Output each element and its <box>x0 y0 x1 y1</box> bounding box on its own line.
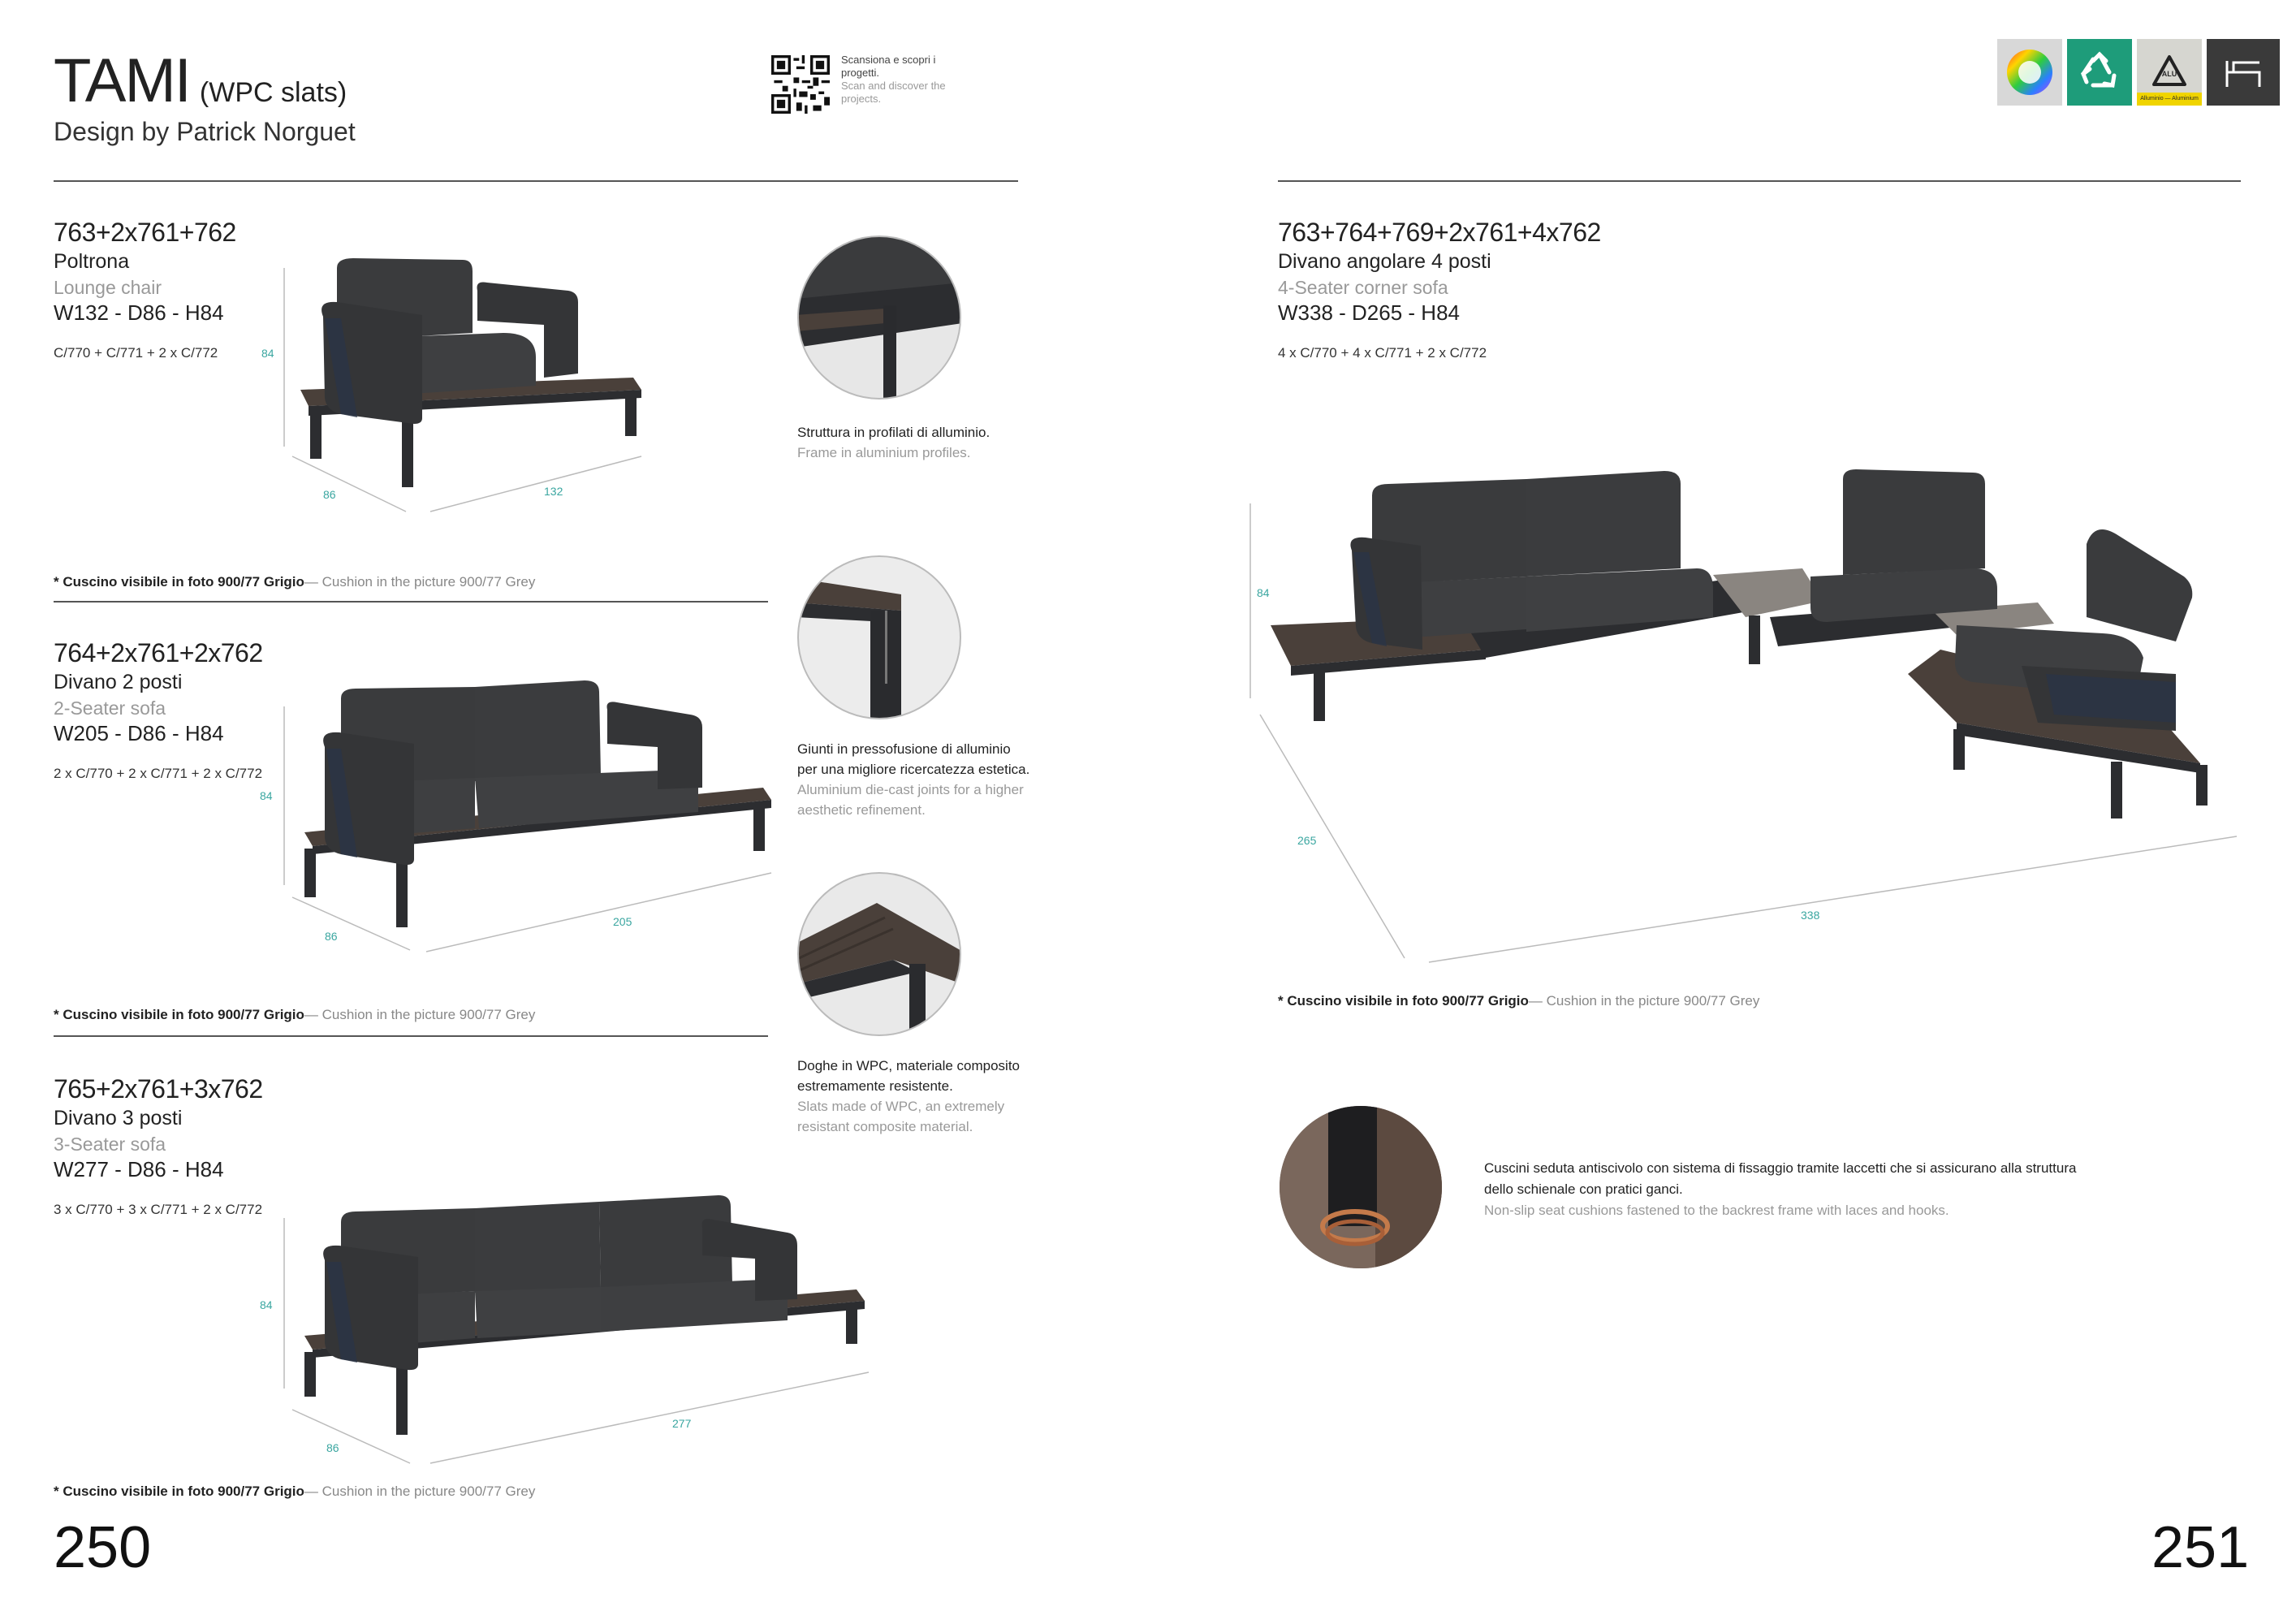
product-name-en: 4-Seater corner sofa <box>1278 277 1448 298</box>
3-seater-sofa-image <box>260 1169 885 1478</box>
dim-height: 84 <box>261 347 274 360</box>
alu-label: ALU <box>2161 70 2177 78</box>
color-wheel-icon <box>2005 47 2055 97</box>
detail-joint-image <box>796 554 963 721</box>
product-cushions: 2 x C/770 + 2 x C/771 + 2 x C/772 <box>54 766 263 781</box>
badge-color <box>1997 39 2062 106</box>
detail-it: Struttura in profilati di alluminio. <box>797 425 990 440</box>
sofa-outline-icon <box>2222 54 2264 90</box>
qr-code-icon <box>771 55 830 114</box>
product-name-it: Divano 2 posti <box>54 671 183 693</box>
badge-sofa <box>2207 39 2280 106</box>
detail-it: Giunti in pressofusione di alluminio per una migliore ricercatezza estetica. <box>797 741 1030 777</box>
product-name-en: 2-Seater sofa <box>54 698 166 719</box>
cushion-note-1 <box>54 574 535 590</box>
detail-frame-text <box>797 422 1033 463</box>
lounge-chair-image <box>260 244 666 520</box>
note-en: — Cushion in the picture 900/77 Grey <box>304 1007 536 1022</box>
detail-en: Aluminium die-cast joints for a higher aesthetic refinement. <box>797 782 1024 818</box>
detail-it: Doghe in WPC, materiale composito estremamente resistente. <box>797 1058 1021 1094</box>
qr-code[interactable] <box>771 55 830 114</box>
header-rule-left <box>54 180 1018 182</box>
detail-slats-image <box>796 870 963 1038</box>
product-2-seater-sofa <box>54 640 263 780</box>
header-rule-right <box>1278 180 2241 182</box>
dim-width: 132 <box>544 485 563 498</box>
badge-recycle <box>2067 39 2132 106</box>
qr-caption-en: Scan and discover the projects. <box>841 80 946 105</box>
product-name-it: Divano 3 posti <box>54 1107 183 1129</box>
qr-caption <box>841 54 955 106</box>
feature-badges <box>1997 39 2280 106</box>
product-name-en: 3-Seater sofa <box>54 1134 166 1155</box>
corner-sofa-image <box>1242 455 2249 974</box>
page-title <box>54 46 347 115</box>
cushion-note-3 <box>54 1484 535 1500</box>
detail-laces-image <box>1278 1104 1444 1270</box>
alu-strip: Alluminio — Aluminium <box>2137 93 2202 106</box>
detail-frame-image <box>796 234 963 401</box>
note-en: — Cushion in the picture 900/77 Grey <box>1528 993 1760 1009</box>
qr-caption-it: Scansiona e scopri i progetti. <box>841 54 936 79</box>
detail-en: Non-slip seat cushions fastened to the backrest frame with laces and hooks. <box>1484 1203 1949 1218</box>
recycle-icon <box>2077 50 2122 95</box>
product-name-it: Divano angolare 4 posti <box>1278 250 1491 273</box>
note-it: * Cuscino visibile in foto 900/77 Grigio <box>54 1484 304 1499</box>
product-cushions: 3 x C/770 + 3 x C/771 + 2 x C/772 <box>54 1202 263 1217</box>
dim-width: 205 <box>613 915 632 928</box>
page-number-left: 250 <box>54 1515 152 1580</box>
divider-2 <box>54 1035 768 1037</box>
title-suffix: (WPC slats) <box>199 77 347 108</box>
product-dimensions: W277 - D86 - H84 <box>54 1157 224 1181</box>
note-it: * Cuscino visibile in foto 900/77 Grigio <box>1278 993 1529 1009</box>
dim-height: 84 <box>260 1298 273 1311</box>
title-text: TAMI <box>54 46 190 115</box>
note-en: — Cushion in the picture 900/77 Grey <box>304 574 536 590</box>
designer-credit: Design by Patrick Norguet <box>54 117 356 146</box>
dim-depth: 86 <box>326 1441 339 1454</box>
product-code: 763+764+769+2x761+4x762 <box>1278 218 1601 247</box>
product-lounge-chair <box>54 219 236 360</box>
dim-depth: 86 <box>325 930 338 943</box>
product-cushions: C/770 + C/771 + 2 x C/772 <box>54 345 218 361</box>
product-code: 765+2x761+3x762 <box>54 1074 263 1104</box>
product-name-en: Lounge chair <box>54 277 162 298</box>
dim-height: 84 <box>260 789 273 802</box>
dim-depth: 265 <box>1297 834 1317 847</box>
product-dimensions: W205 - D86 - H84 <box>54 721 224 745</box>
2-seater-sofa-image <box>260 666 779 958</box>
product-dimensions: W338 - D265 - H84 <box>1278 300 1460 325</box>
detail-en: Slats made of WPC, an extremely resistant composite material. <box>797 1099 1005 1134</box>
product-cushions: 4 x C/770 + 4 x C/771 + 2 x C/772 <box>1278 345 1487 361</box>
divider-1 <box>54 601 768 603</box>
cushion-note-2 <box>54 1007 535 1023</box>
note-it: * Cuscino visibile in foto 900/77 Grigio <box>54 574 304 590</box>
product-name-it: Poltrona <box>54 250 130 273</box>
dim-height: 84 <box>1257 586 1270 599</box>
product-dimensions: W132 - D86 - H84 <box>54 300 224 325</box>
dim-depth: 86 <box>323 488 336 501</box>
cushion-note-4 <box>1278 993 1759 1009</box>
detail-slats-text <box>797 1056 1033 1137</box>
dim-width: 277 <box>672 1417 692 1430</box>
product-3-seater-sofa <box>54 1076 263 1216</box>
badge-alu <box>2137 39 2202 106</box>
detail-joint-text <box>797 739 1033 820</box>
detail-it: Cuscini seduta antiscivolo con sistema di fissaggio tramite laccetti che si assicurano alla struttura dello schienale con pratici ganci. <box>1484 1160 2077 1197</box>
detail-en: Frame in aluminium profiles. <box>797 445 971 460</box>
product-code: 763+2x761+762 <box>54 218 236 247</box>
note-en: — Cushion in the picture 900/77 Grey <box>304 1484 536 1499</box>
product-code: 764+2x761+2x762 <box>54 638 263 667</box>
page-number-right: 251 <box>2151 1515 2250 1580</box>
dim-width: 338 <box>1801 909 1820 922</box>
detail-laces-text <box>1484 1158 2101 1221</box>
product-corner-sofa <box>1278 219 1601 360</box>
note-it: * Cuscino visibile in foto 900/77 Grigio <box>54 1007 304 1022</box>
